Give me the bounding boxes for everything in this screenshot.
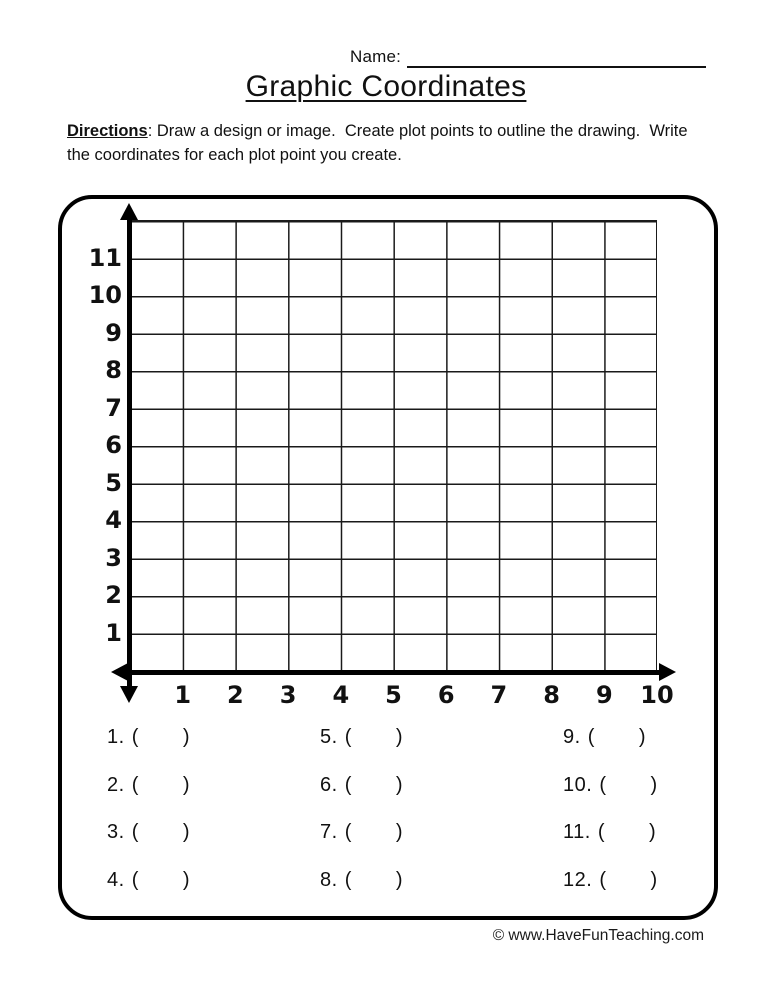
- paren-open: (: [344, 868, 352, 891]
- paren-open: (: [597, 821, 605, 843]
- item-number: 5.: [320, 726, 338, 748]
- paren-open: (: [131, 726, 139, 748]
- answer-column-2: [320, 726, 403, 916]
- y-tick-label: 6: [105, 431, 122, 459]
- paren-close: ): [395, 773, 404, 796]
- coordinate-blank-1[interactable]: [107, 726, 190, 774]
- x-tick-label: 10: [640, 681, 674, 709]
- item-number: 12.: [563, 868, 593, 891]
- y-axis-up-arrow-icon: [120, 203, 138, 220]
- item-number: 6.: [320, 773, 338, 796]
- paren-open: (: [131, 773, 139, 796]
- paren-open: (: [131, 821, 139, 843]
- directions-label: Directions: [67, 122, 148, 140]
- item-number: 11.: [563, 821, 591, 843]
- coordinate-blank-10[interactable]: [563, 774, 658, 822]
- answer-column-1: [107, 726, 190, 916]
- paren-open: (: [344, 773, 352, 796]
- y-tick-label: 2: [105, 581, 122, 609]
- paren-open: (: [344, 821, 352, 843]
- y-tick-label: 4: [105, 506, 122, 534]
- paren-open: (: [344, 726, 352, 748]
- paren-close: ): [649, 821, 657, 843]
- y-tick-label: 9: [105, 318, 122, 347]
- y-tick-label: 1: [105, 618, 122, 647]
- x-tick-label: 8: [543, 681, 560, 709]
- paren-close: ): [182, 726, 191, 748]
- paren-close: ): [650, 773, 658, 796]
- coordinate-blank-9[interactable]: [563, 726, 658, 774]
- x-tick-label: 2: [227, 681, 244, 709]
- page-title: Graphic Coordinates: [245, 70, 527, 103]
- coordinate-blank-7[interactable]: [320, 821, 403, 869]
- coordinate-grid[interactable]: [130, 220, 657, 670]
- y-tick-label: 10: [88, 281, 122, 309]
- paren-open: (: [599, 868, 607, 891]
- coordinate-blank-4[interactable]: [107, 869, 190, 917]
- coordinate-blank-12[interactable]: [563, 869, 658, 917]
- y-tick-label: 3: [105, 543, 122, 572]
- paren-open: (: [587, 726, 595, 748]
- y-axis: [127, 216, 132, 688]
- paren-close: ): [182, 821, 191, 843]
- x-tick-label: 7: [490, 681, 508, 709]
- y-tick-label: 7: [105, 393, 122, 422]
- y-axis-down-arrow-icon: [120, 686, 138, 703]
- item-number: 8.: [320, 868, 338, 891]
- item-number: 4.: [107, 868, 125, 891]
- x-axis-left-arrow-icon: [111, 663, 128, 681]
- item-number: 1.: [107, 726, 125, 748]
- coordinate-blank-11[interactable]: [563, 821, 658, 869]
- coordinate-blank-5[interactable]: [320, 726, 403, 774]
- x-axis: [126, 670, 660, 675]
- paren-close: ): [395, 726, 404, 748]
- coordinate-blank-2[interactable]: [107, 774, 190, 822]
- coordinate-blank-3[interactable]: [107, 821, 190, 869]
- paren-close: ): [650, 868, 658, 891]
- paren-open: (: [131, 868, 139, 891]
- x-tick-label: 1: [174, 681, 192, 709]
- item-number: 2.: [107, 773, 125, 796]
- y-tick-label: 5: [105, 468, 122, 497]
- x-axis-right-arrow-icon: [659, 663, 676, 681]
- item-number: 7.: [320, 821, 338, 843]
- paren-close: ): [395, 821, 404, 843]
- y-tick-label: 8: [105, 356, 122, 384]
- x-tick-label: 5: [385, 681, 402, 709]
- name-label: Name:: [350, 47, 402, 66]
- x-tick-label: 4: [332, 681, 350, 709]
- y-tick-label: 11: [88, 243, 122, 272]
- directions-body: : Draw a design or image. Create plot points to outline the drawing. Write the coordinates for each plot point you create.: [67, 122, 693, 164]
- directions-text: [67, 120, 703, 167]
- item-number: 3.: [107, 821, 125, 843]
- copyright-text: © www.HaveFunTeaching.com: [492, 927, 704, 944]
- paren-close: ): [395, 868, 404, 891]
- answer-column-3: [563, 726, 658, 916]
- paren-close: ): [638, 726, 647, 748]
- paren-close: ): [182, 773, 191, 796]
- x-tick-label: 3: [279, 681, 297, 709]
- coordinate-blank-8[interactable]: [320, 869, 403, 917]
- paren-close: ): [182, 868, 191, 891]
- coordinate-blank-6[interactable]: [320, 774, 403, 822]
- item-number: 10.: [563, 773, 593, 796]
- x-tick-label: 9: [595, 681, 613, 709]
- name-blank-line[interactable]: [407, 42, 706, 68]
- x-tick-label: 6: [437, 681, 455, 709]
- paren-open: (: [599, 773, 607, 796]
- item-number: 9.: [563, 726, 581, 748]
